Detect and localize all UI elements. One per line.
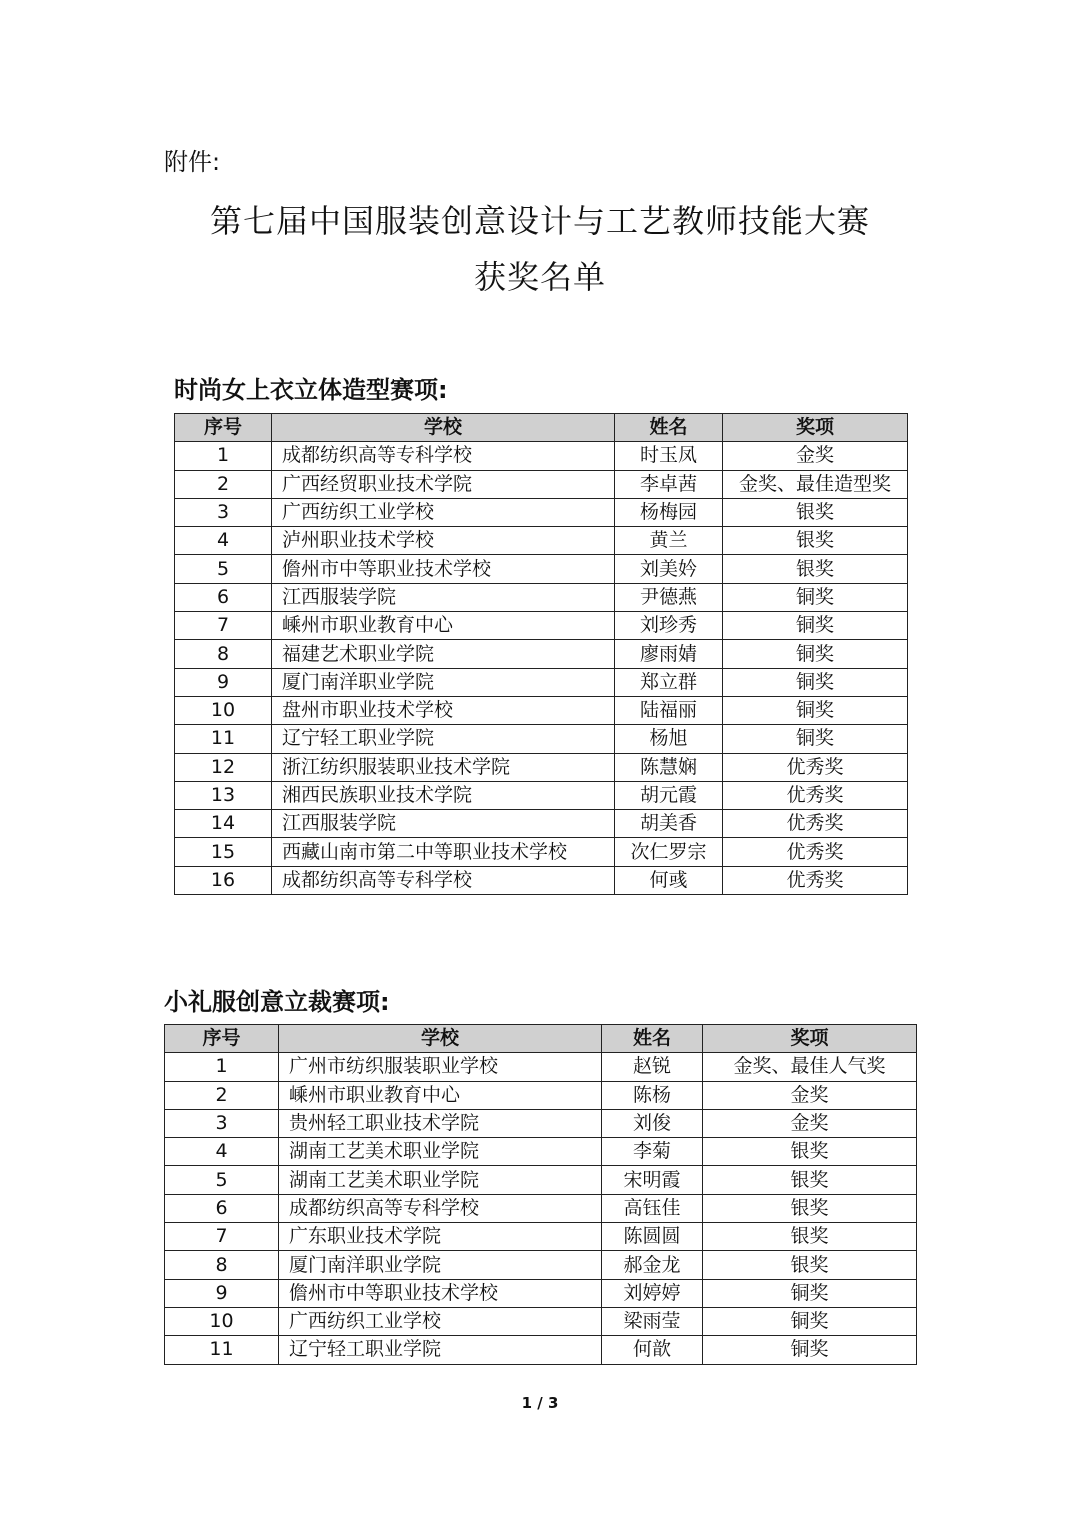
col-header-name: 姓名 bbox=[615, 414, 723, 442]
table-row bbox=[175, 838, 908, 866]
cell-name: 陆福丽 bbox=[615, 696, 723, 724]
cell-name: 刘珍秀 bbox=[615, 612, 723, 640]
col-header-award: 奖项 bbox=[703, 1025, 917, 1053]
cell-index: 6 bbox=[175, 583, 272, 611]
cell-name: 杨梅园 bbox=[615, 498, 723, 526]
cell-award: 银奖 bbox=[703, 1138, 917, 1166]
cell-award: 优秀奖 bbox=[723, 753, 908, 781]
table-row bbox=[165, 1194, 917, 1222]
cell-school: 贵州轻工职业技术学院 bbox=[279, 1109, 602, 1137]
cell-award: 金奖 bbox=[703, 1109, 917, 1137]
cell-award: 银奖 bbox=[723, 527, 908, 555]
cell-index: 13 bbox=[175, 781, 272, 809]
cell-school: 广西纺织工业学校 bbox=[272, 498, 615, 526]
cell-index: 3 bbox=[175, 498, 272, 526]
section2-table bbox=[164, 1024, 917, 1365]
cell-name: 刘俊 bbox=[602, 1109, 703, 1137]
table-row bbox=[165, 1109, 917, 1137]
cell-index: 11 bbox=[175, 725, 272, 753]
table-header-row bbox=[165, 1025, 917, 1053]
table-row bbox=[175, 498, 908, 526]
cell-index: 4 bbox=[165, 1138, 279, 1166]
table-row bbox=[165, 1053, 917, 1081]
table-header-row bbox=[175, 414, 908, 442]
cell-index: 11 bbox=[165, 1336, 279, 1364]
section1-heading: 时尚女上衣立体造型赛项: bbox=[174, 376, 448, 404]
cell-award: 铜奖 bbox=[723, 725, 908, 753]
cell-award: 金奖、最佳造型奖 bbox=[723, 470, 908, 498]
table-row bbox=[175, 583, 908, 611]
cell-award: 银奖 bbox=[703, 1251, 917, 1279]
cell-school: 湖南工艺美术职业学院 bbox=[279, 1138, 602, 1166]
cell-school: 盘州市职业技术学校 bbox=[272, 696, 615, 724]
cell-award: 银奖 bbox=[703, 1194, 917, 1222]
cell-school: 浙江纺织服装职业技术学院 bbox=[272, 753, 615, 781]
cell-school: 嵊州市职业教育中心 bbox=[279, 1081, 602, 1109]
cell-award: 银奖 bbox=[703, 1166, 917, 1194]
cell-school: 儋州市中等职业技术学校 bbox=[279, 1279, 602, 1307]
cell-school: 泸州职业技术学校 bbox=[272, 527, 615, 555]
col-header-school: 学校 bbox=[272, 414, 615, 442]
cell-award: 铜奖 bbox=[703, 1279, 917, 1307]
cell-award: 金奖 bbox=[703, 1081, 917, 1109]
cell-award: 铜奖 bbox=[723, 696, 908, 724]
cell-school: 厦门南洋职业学院 bbox=[272, 668, 615, 696]
cell-award: 优秀奖 bbox=[723, 781, 908, 809]
table-row bbox=[175, 612, 908, 640]
cell-award: 优秀奖 bbox=[723, 866, 908, 894]
cell-index: 1 bbox=[175, 442, 272, 470]
cell-award: 铜奖 bbox=[723, 668, 908, 696]
cell-name: 高钰佳 bbox=[602, 1194, 703, 1222]
section1-table bbox=[174, 413, 908, 895]
cell-name: 杨旭 bbox=[615, 725, 723, 753]
cell-school: 西藏山南市第二中等职业技术学校 bbox=[272, 838, 615, 866]
cell-name: 刘美妗 bbox=[615, 555, 723, 583]
cell-index: 9 bbox=[175, 668, 272, 696]
cell-name: 郝金龙 bbox=[602, 1251, 703, 1279]
table-row bbox=[165, 1336, 917, 1364]
cell-school: 辽宁轻工职业学院 bbox=[272, 725, 615, 753]
col-header-award: 奖项 bbox=[723, 414, 908, 442]
cell-index: 5 bbox=[165, 1166, 279, 1194]
cell-award: 铜奖 bbox=[703, 1307, 917, 1335]
cell-name: 胡美香 bbox=[615, 810, 723, 838]
cell-index: 8 bbox=[175, 640, 272, 668]
cell-award: 铜奖 bbox=[723, 583, 908, 611]
table-row bbox=[175, 696, 908, 724]
cell-school: 辽宁轻工职业学院 bbox=[279, 1336, 602, 1364]
table-row bbox=[165, 1166, 917, 1194]
table-row bbox=[175, 810, 908, 838]
cell-school: 成都纺织高等专科学校 bbox=[279, 1194, 602, 1222]
cell-name: 陈慧娴 bbox=[615, 753, 723, 781]
cell-index: 7 bbox=[175, 612, 272, 640]
table-row bbox=[175, 527, 908, 555]
cell-name: 李菊 bbox=[602, 1138, 703, 1166]
table-row bbox=[175, 866, 908, 894]
cell-name: 陈圆圆 bbox=[602, 1223, 703, 1251]
cell-award: 金奖 bbox=[723, 442, 908, 470]
document-title: 第七届中国服装创意设计与工艺教师技能大赛 bbox=[209, 202, 870, 240]
col-header-index: 序号 bbox=[175, 414, 272, 442]
cell-school: 成都纺织高等专科学校 bbox=[272, 442, 615, 470]
cell-index: 15 bbox=[175, 838, 272, 866]
page-number: 1 / 3 bbox=[521, 1394, 559, 1412]
cell-school: 湖南工艺美术职业学院 bbox=[279, 1166, 602, 1194]
cell-school: 广西纺织工业学校 bbox=[279, 1307, 602, 1335]
cell-name: 李卓茜 bbox=[615, 470, 723, 498]
cell-award: 优秀奖 bbox=[723, 838, 908, 866]
col-header-name: 姓名 bbox=[602, 1025, 703, 1053]
table-row bbox=[165, 1138, 917, 1166]
cell-name: 胡元霞 bbox=[615, 781, 723, 809]
cell-index: 9 bbox=[165, 1279, 279, 1307]
cell-index: 2 bbox=[165, 1081, 279, 1109]
table-row bbox=[165, 1307, 917, 1335]
cell-index: 10 bbox=[165, 1307, 279, 1335]
cell-name: 宋明霞 bbox=[602, 1166, 703, 1194]
col-header-index: 序号 bbox=[165, 1025, 279, 1053]
table-row bbox=[165, 1223, 917, 1251]
table-row bbox=[175, 442, 908, 470]
cell-index: 16 bbox=[175, 866, 272, 894]
table-row bbox=[175, 725, 908, 753]
cell-school: 湘西民族职业技术学院 bbox=[272, 781, 615, 809]
cell-name: 何歆 bbox=[602, 1336, 703, 1364]
cell-index: 1 bbox=[165, 1053, 279, 1081]
cell-index: 5 bbox=[175, 555, 272, 583]
cell-name: 陈杨 bbox=[602, 1081, 703, 1109]
cell-name: 刘婷婷 bbox=[602, 1279, 703, 1307]
cell-name: 赵锐 bbox=[602, 1053, 703, 1081]
cell-school: 成都纺织高等专科学校 bbox=[272, 866, 615, 894]
table-row bbox=[175, 470, 908, 498]
cell-award: 银奖 bbox=[723, 555, 908, 583]
cell-school: 福建艺术职业学院 bbox=[272, 640, 615, 668]
cell-index: 3 bbox=[165, 1109, 279, 1137]
cell-award: 优秀奖 bbox=[723, 810, 908, 838]
document-subtitle: 获奖名单 bbox=[473, 258, 606, 296]
table-row bbox=[175, 555, 908, 583]
cell-award: 银奖 bbox=[703, 1223, 917, 1251]
cell-award: 铜奖 bbox=[723, 640, 908, 668]
cell-name: 梁雨莹 bbox=[602, 1307, 703, 1335]
cell-name: 廖雨婧 bbox=[615, 640, 723, 668]
cell-index: 6 bbox=[165, 1194, 279, 1222]
cell-name: 次仁罗宗 bbox=[615, 838, 723, 866]
cell-school: 江西服装学院 bbox=[272, 583, 615, 611]
cell-name: 郑立群 bbox=[615, 668, 723, 696]
table-row bbox=[165, 1251, 917, 1279]
cell-award: 金奖、最佳人气奖 bbox=[703, 1053, 917, 1081]
table-row bbox=[175, 640, 908, 668]
table-row bbox=[175, 753, 908, 781]
cell-name: 何彧 bbox=[615, 866, 723, 894]
attachment-label: 附件: bbox=[164, 148, 221, 176]
cell-index: 4 bbox=[175, 527, 272, 555]
cell-name: 黄兰 bbox=[615, 527, 723, 555]
table-row bbox=[165, 1279, 917, 1307]
cell-index: 8 bbox=[165, 1251, 279, 1279]
cell-index: 7 bbox=[165, 1223, 279, 1251]
cell-award: 铜奖 bbox=[703, 1336, 917, 1364]
cell-index: 10 bbox=[175, 696, 272, 724]
cell-index: 12 bbox=[175, 753, 272, 781]
table-row bbox=[165, 1081, 917, 1109]
cell-school: 广州市纺织服装职业学校 bbox=[279, 1053, 602, 1081]
cell-school: 厦门南洋职业学院 bbox=[279, 1251, 602, 1279]
col-header-school: 学校 bbox=[279, 1025, 602, 1053]
cell-school: 嵊州市职业教育中心 bbox=[272, 612, 615, 640]
table-row bbox=[175, 781, 908, 809]
table-row bbox=[175, 668, 908, 696]
cell-school: 广东职业技术学院 bbox=[279, 1223, 602, 1251]
cell-index: 14 bbox=[175, 810, 272, 838]
section2-heading: 小礼服创意立裁赛项: bbox=[164, 988, 390, 1016]
cell-award: 银奖 bbox=[723, 498, 908, 526]
cell-school: 儋州市中等职业技术学校 bbox=[272, 555, 615, 583]
cell-award: 铜奖 bbox=[723, 612, 908, 640]
cell-name: 尹德燕 bbox=[615, 583, 723, 611]
cell-school: 广西经贸职业技术学院 bbox=[272, 470, 615, 498]
cell-index: 2 bbox=[175, 470, 272, 498]
cell-name: 时玉凤 bbox=[615, 442, 723, 470]
cell-school: 江西服装学院 bbox=[272, 810, 615, 838]
